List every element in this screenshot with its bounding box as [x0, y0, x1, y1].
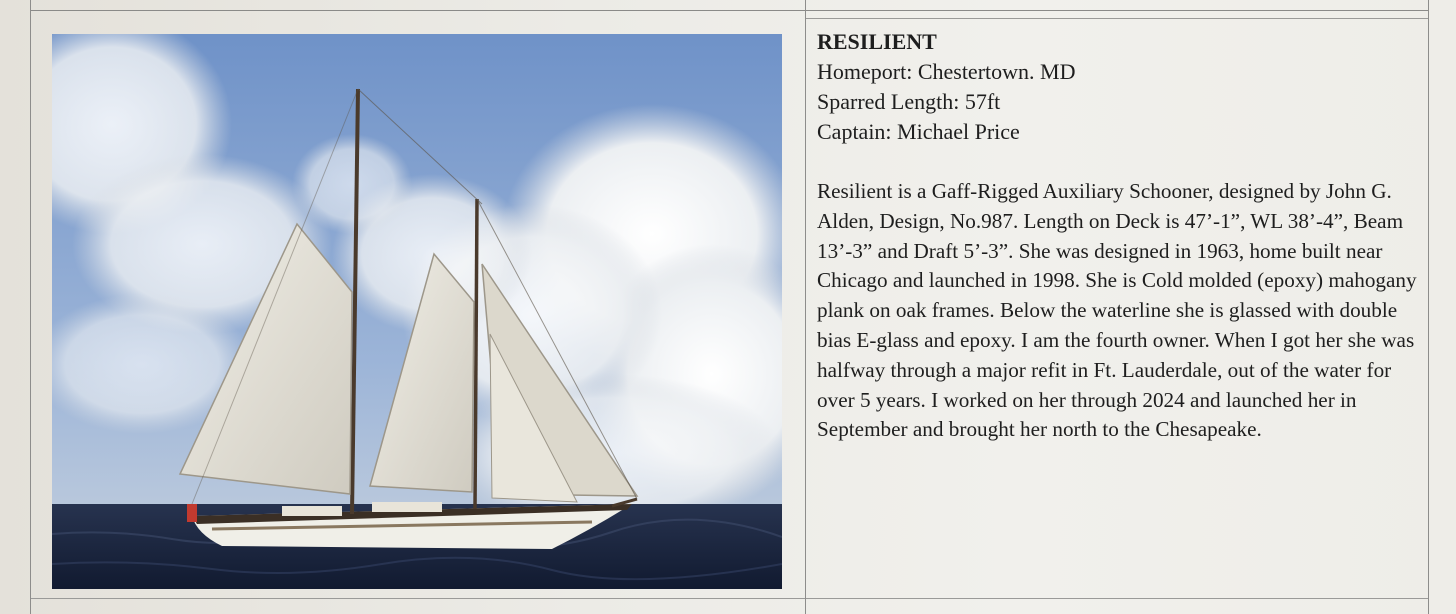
vessel-name: RESILIENT: [817, 29, 937, 54]
homeport-line: Homeport: Chestertown. MD: [817, 59, 1076, 84]
schooner-photo: [52, 34, 782, 589]
sparred-length-line: Sparred Length: 57ft: [817, 89, 1001, 114]
table-border-right: [1428, 0, 1429, 614]
cell-border-top: [805, 18, 1428, 19]
vessel-description: Resilient is a Gaff-Rigged Auxiliary Schooner, designed by John G. Alden, Design, No.987. Length on Deck is 47’-1”, WL 38’-4”, Beam 13’-3” and Draft 5’-3”. She was designed in 1963, home built near Chicago and launched in 1998. She is Cold molded (epoxy) mahogany plank on oak frames. Below the waterline she is glassed with double bias E-glass and epoxy. I am the fourth owner. When I got her she was halfway through a major refit in Ft. Lauderdale, out of the water for over 5 years. I worked on her through 2024 and launched her in September and brought her north to the Chesapeake.: [817, 179, 1417, 442]
captain-line: Captain: Michael Price: [817, 119, 1020, 144]
table-border-top: [30, 10, 1428, 11]
table-border-bottom: [30, 598, 1428, 599]
vessel-info: [817, 27, 1422, 445]
table-cell-divider: [805, 0, 806, 614]
table-border-left: [30, 0, 31, 614]
